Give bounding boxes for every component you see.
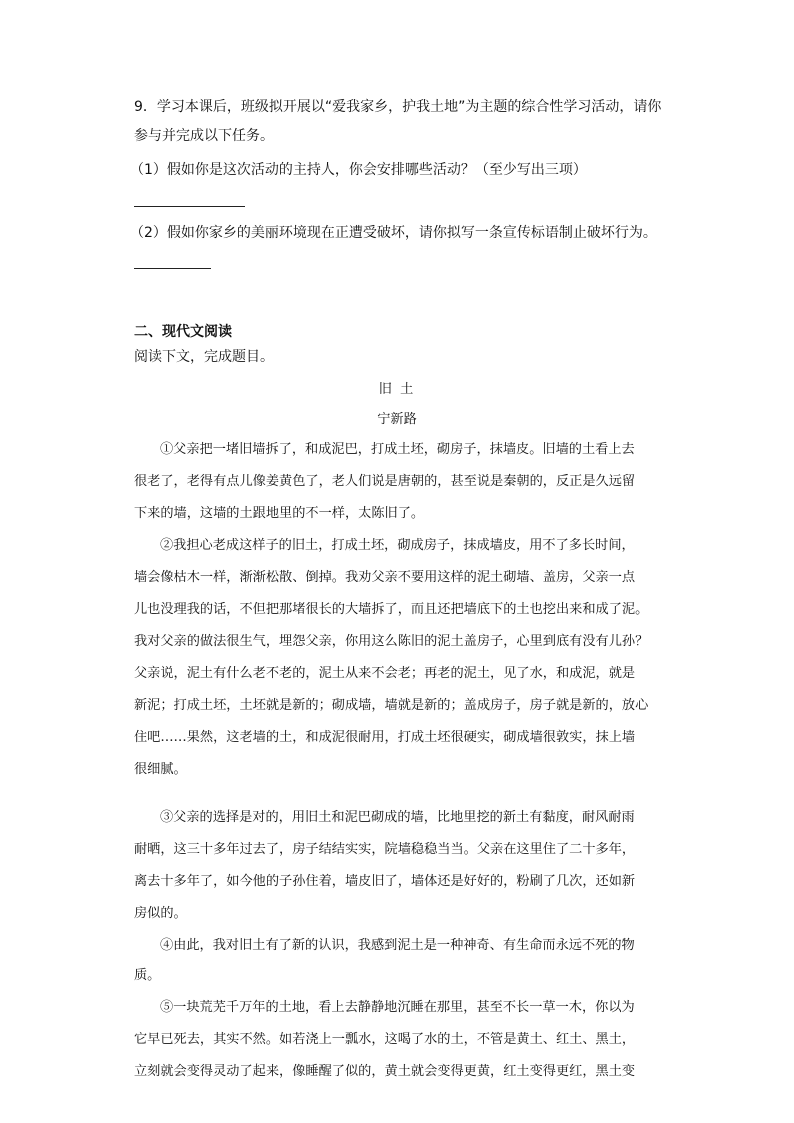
article-line: 离去十多年了，如今他的子孙住着，墙皮旧了，墙体还是好好的，粉刷了几次，还如新 [134,874,636,889]
question-9-task-1: （1）假如你是这次活动的主持人，你会安排哪些活动？（至少写出三项） [130,162,587,178]
question-9-stem-line-2: 参与并完成以下任务。 [134,128,274,144]
question-9-task-2: （2）假如你家乡的美丽环境现在正遭受破坏，请你拟写一条宣传标语制止破坏行为。 [130,225,657,241]
article-line: 立刻就会变得灵动了起来，像睡醒了似的，黄土就会变得更黄，红土变得更红，黑土变 [134,1064,636,1079]
article-line: 父亲说，泥土有什么老不老的，泥土从来不会老；再老的泥土，见了水，和成泥，就是 [134,666,636,681]
answer-blank-1[interactable] [134,206,245,207]
article-line: ⑤一块荒芜千万年的土地，看上去静静地沉睡在那里，甚至不长一草一木，你以为 [160,1000,635,1015]
question-9-stem-line-1: 9．学习本课后，班级拟开展以“爱我家乡，护我土地”为主题的综合性学习活动，请你 [134,99,662,115]
article-line: 下来的墙，这墙的土跟地里的不一样，太陈旧了。 [134,506,425,521]
article-author: 宁新路 [377,412,417,427]
article-line: ④由此，我对旧土有了新的认识，我感到泥土是一种神奇、有生命而永远不死的物 [160,938,635,953]
article-line: ②我担心老成这样子的旧土，打成土坯，砌成房子，抹成墙皮，用不了多长时间， [160,538,635,553]
article-line: 住吧……果然，这老墙的土，和成泥很耐用，打成土坯很硬实，砌成墙很敦实，抹上墙 [134,730,636,745]
article-line: 房似的。 [134,906,187,921]
article-line: 它早已死去，其实不然。如若浇上一瓢水，这喝了水的土，不管是黄土、红土、黑土， [134,1032,636,1047]
article-line: 耐晒，这三十多年过去了，房子结结实实，院墙稳稳当当。父亲在这里住了二十多年， [134,842,636,857]
answer-blank-2[interactable] [134,268,211,269]
article-line: 很细腻。 [134,762,187,777]
article-line: 很老了，老得有点儿像姜黄色了，老人们说是唐朝的，甚至说是秦朝的，反正是久远留 [134,474,636,489]
article-title: 旧 土 [378,382,416,397]
article-line: ①父亲把一堵旧墙拆了，和成泥巴，打成土坯，砌房子，抹墙皮。旧墙的土看上去 [160,442,635,457]
article-line: 质。 [134,968,161,983]
section-heading: 二、现代文阅读 [134,324,232,340]
article-line: 儿也没理我的话，不但把那堵很长的大墙拆了，而且还把墙底下的土也挖出来和成了泥。 [134,602,649,617]
article-line: 新泥；打成土坯，土坯就是新的；砌成墙，墙就是新的；盖成房子，房子就是新的，放心 [134,698,649,713]
article-line: 墙会像枯木一样，渐渐松散、倒掉。我劝父亲不要用这样的泥土砌墙、盖房，父亲一点 [134,570,636,585]
section-instruction: 阅读下文，完成题目。 [134,349,274,365]
article-line: ③父亲的选择是对的，用旧土和泥巴砌成的墙，比地里挖的新土有黏度，耐风耐雨 [160,810,635,825]
article-line: 我对父亲的做法很生气，埋怨父亲，你用这么陈旧的泥土盖房子，心里到底有没有儿孙？ [134,634,649,649]
